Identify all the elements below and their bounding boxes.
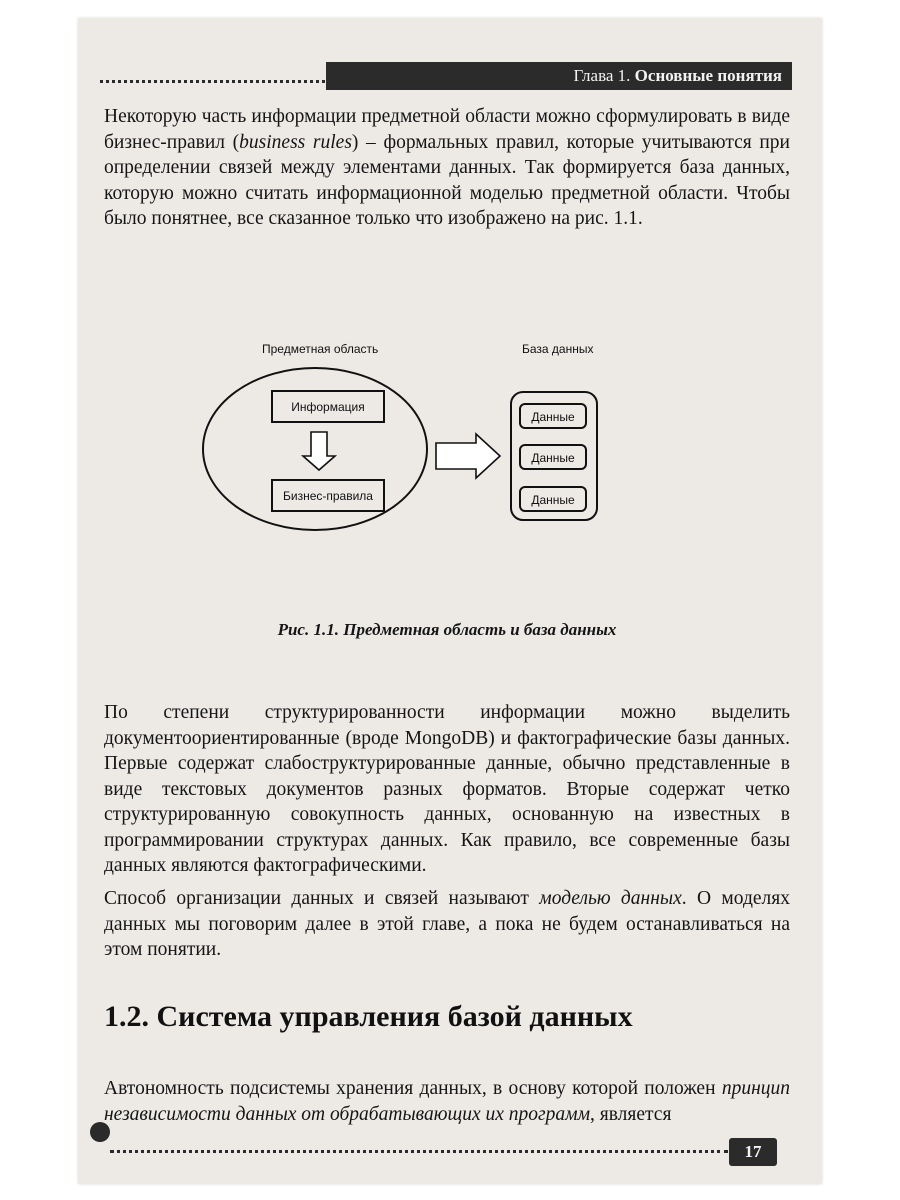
right-arrow (436, 434, 500, 478)
info-box-label: Информация (291, 400, 365, 414)
figure-domain-and-database (200, 336, 620, 541)
header-dotted-rule (100, 80, 325, 83)
data-item-label: Данные (531, 451, 575, 465)
data-item-label: Данные (531, 410, 575, 424)
section-heading: 1.2. Система управления базой данных (104, 1000, 633, 1033)
text-run: Способ организации данных и связей называют (104, 888, 540, 909)
text-run: ) – формальных правил, которые учитываются при определении связей между элементами данных. Так формируется база данных, которую можно считать информационной моделью предметной области. Чтобы было понятнее, все сказанное только что изображено на рис. 1.1. (104, 131, 790, 229)
down-arrow (303, 432, 335, 470)
data-item-label: Данные (531, 493, 575, 507)
text-run: Автономность подсистемы хранения данных, в основу которой положен (104, 1078, 722, 1099)
text-run: . О моделях данных мы поговорим далее в этой главе, а пока не будем останавливаться на этом понятии. (104, 888, 790, 960)
footer-bullet-dot (90, 1122, 110, 1142)
diagram (200, 336, 620, 541)
chapter-label: Глава 1. (573, 66, 631, 85)
paragraph-data-model (104, 886, 790, 963)
text-run: , является (590, 1103, 672, 1125)
paragraph-autonomy (104, 1076, 790, 1127)
running-header (326, 62, 792, 90)
figure-caption: Рис. 1.1. Предметная область и база данных (277, 620, 617, 639)
text-run: Некоторую часть информации предметной области можно сформулировать в виде бизнес-правил ( (104, 106, 790, 153)
domain-label: Предметная область (262, 342, 379, 356)
page-number: 17 (729, 1138, 777, 1166)
paragraph-structuring: По степени структурированности информации можно выделить документоориентированные (вроде MongoDB) и фактографические базы данных. Первые содержат слабоструктурированные данные, обычно представленные в виде текстовых документов разных форматов. Вторые содержат четко структурированную совокупность данных, основанную на известных в программировании структурах данных. Как правило, все современные базы данных являются фактографическими. (104, 702, 790, 876)
term-data-model: моделью данных (539, 888, 682, 909)
term-data-independence: принцип независимости данных от обрабатывающих их программ (104, 1078, 790, 1125)
db-label: База данных (522, 342, 594, 356)
footer-dotted-rule (110, 1150, 728, 1153)
term-business-rules: business rules (239, 131, 352, 153)
rules-box-label: Бизнес-правила (283, 489, 373, 503)
chapter-title: Основные понятия (634, 66, 782, 85)
paragraph-business-rules (104, 104, 790, 232)
